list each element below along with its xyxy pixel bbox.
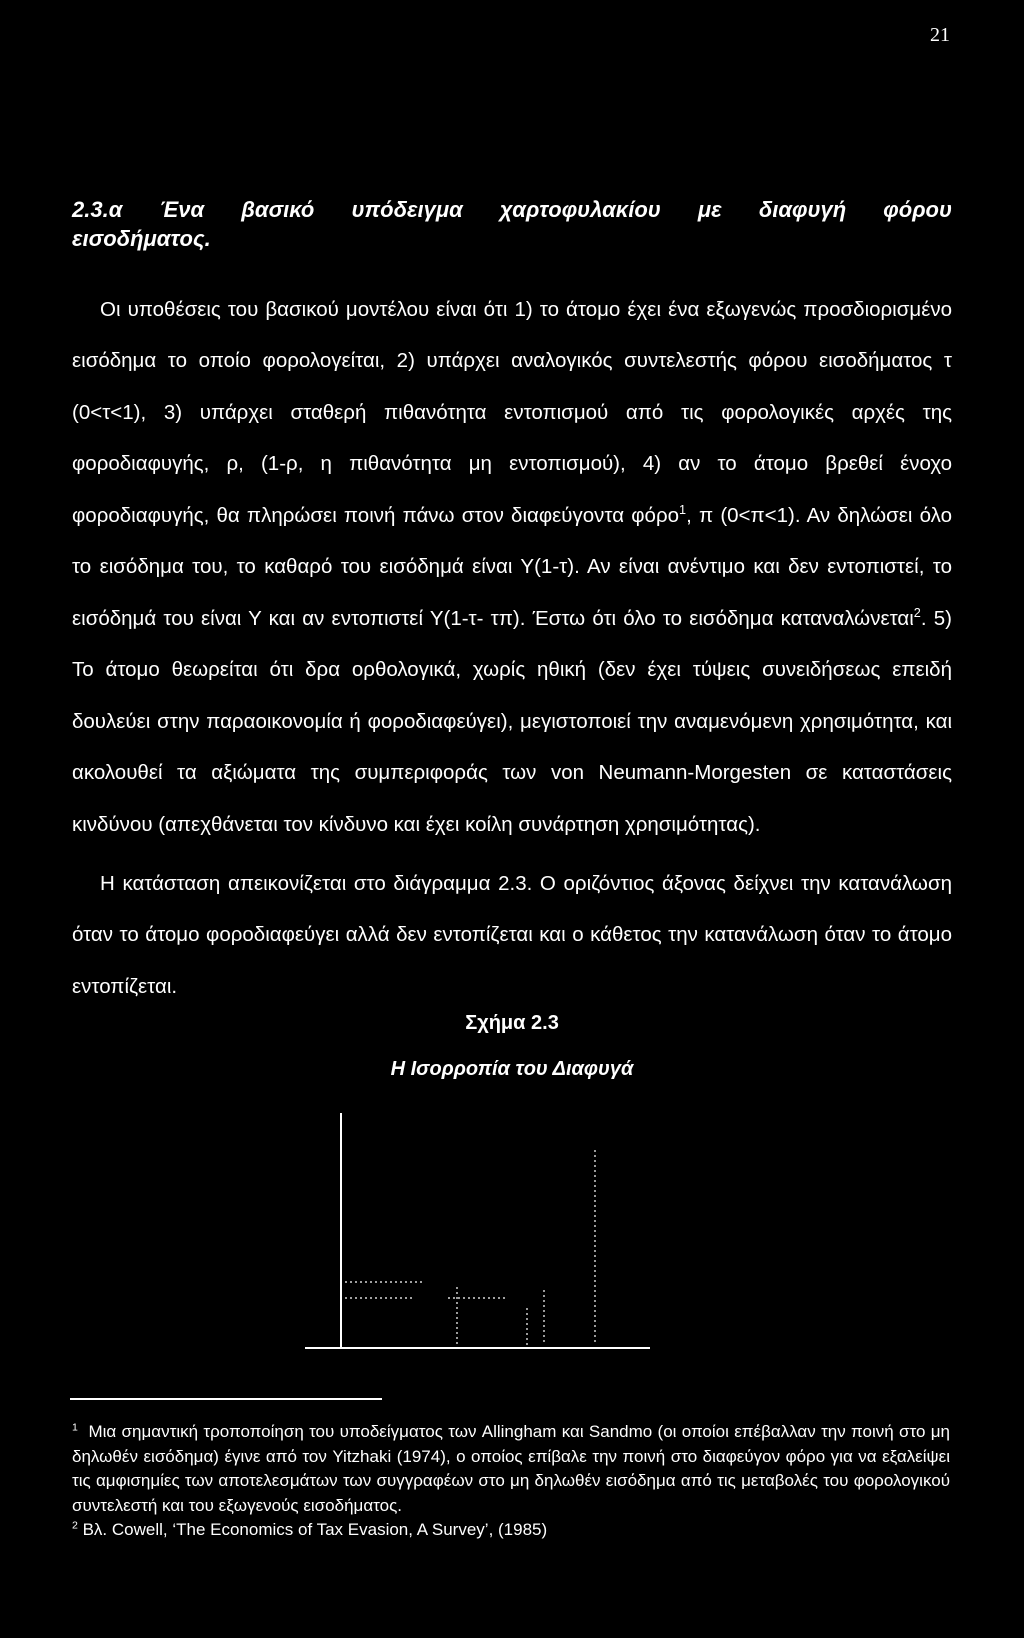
paragraph-text: , π (0<π<1). Αν δηλώσει όλο το εισόδημα του, το καθαρό του εισόδημά είναι Υ(1-τ). Αν είναι ανέντιμο και δεν εντοπιστεί, το εισόδημά του είναι Υ και αν εντοπιστεί Υ(1-τ- τπ). Έστω ότι όλο το εισόδημα καταναλώνεται — [72, 503, 952, 630]
footnote-reference-2[interactable]: 2 — [913, 604, 921, 620]
footnote-1 — [72, 1420, 950, 1518]
paragraph-text: Οι υποθέσεις του βασικού μοντέλου είναι ότι 1) το άτομο έχει ένα εξωγενώς προσδιορισμένο εισόδημα το οποίο φορολογείται, 2) υπάρχει αναλογικός συντελεστής φόρου εισοδήματος τ (0<τ<1), 3) υπάρχει σταθερή πιθανότητα εντοπισμού από τις φορολογικές αρχές της φοροδιαφυγής, ρ, (1-ρ, η πιθανότητα μη εντοπισμού), 4) αν το άτομο βρεθεί ένοχο φοροδιαφυγής, θα πληρώσει ποινή πάνω στον διαφεύγοντα φόρο — [72, 297, 952, 527]
footnote-separator — [70, 1398, 382, 1400]
footnote-marker: 2 — [72, 1519, 78, 1532]
equilibrium-diagram — [290, 1105, 740, 1375]
figure-subtitle: Η Ισορροπία του Διαφυγά — [390, 1058, 634, 1080]
figure-title: Σχήμα 2.3 — [465, 1012, 559, 1034]
section-heading: 2.3.α Ένα βασικό υπόδειγμα χαρτοφυλακίου με διαφυγή φόρου — [72, 197, 952, 222]
section-heading-continued: εισοδήματος. — [72, 226, 211, 251]
footnote-marker: 1 — [72, 1421, 78, 1434]
footnote-reference-1[interactable]: 1 — [679, 501, 687, 517]
body-paragraph-assumptions — [72, 284, 952, 851]
body-paragraph-diagram-description: Η κατάσταση απεικονίζεται στο διάγραμμα 2.3. Ο οριζόντιος άξονας δείχνει την κατανάλωση όταν το άτομο φοροδιαφεύγει αλλά δεν εντοπίζεται και ο κάθετος την κατανάλωση όταν το άτομο εντοπίζεται. — [72, 871, 952, 998]
page-number: 21 — [930, 24, 950, 46]
footnote-text: Βλ. Cowell, ‘The Economics of Tax Evasion, A Survey’, (1985) — [82, 1520, 548, 1539]
footnotes — [72, 1420, 950, 1543]
footnote-2 — [72, 1518, 950, 1543]
footnote-text: Μια σημαντική τροποποίηση του υποδείγματος των Allingham και Sandmo (οι οποίοι επέβαλλαν την ποινή στο μη δηλωθέν εισόδημα) έγινε από τον Yitzhaki (1974), ο οποίος επίβαλε την ποινή στο διαφεύγον φόρο για να εξαλείψει τις αμφισημίες των αποτελεσμάτων των συγγραφέων στο μη δηλωθέν εισόδημα από τις μεταβολές του φορολογικού συντελεστή και του εξωγενούς εισοδήματος. — [72, 1422, 950, 1515]
paragraph-text: . 5) Το άτομο θεωρείται ότι δρα ορθολογικά, χωρίς ηθική (δεν έχει τύψεις συνειδήσεως επειδή δουλεύει στην παραοικονομία ή φοροδιαφεύγει), μεγιστοποιεί την αναμενόμενη χρησιμότητα, και ακολουθεί τα αξιώματα της συμπεριφοράς των von Neumann-Morgesten σε καταστάσεις κινδύνου (απεχθάνεται τον κίνδυνο και έχει κοίλη συνάρτηση χρησιμότητας). — [72, 606, 952, 836]
